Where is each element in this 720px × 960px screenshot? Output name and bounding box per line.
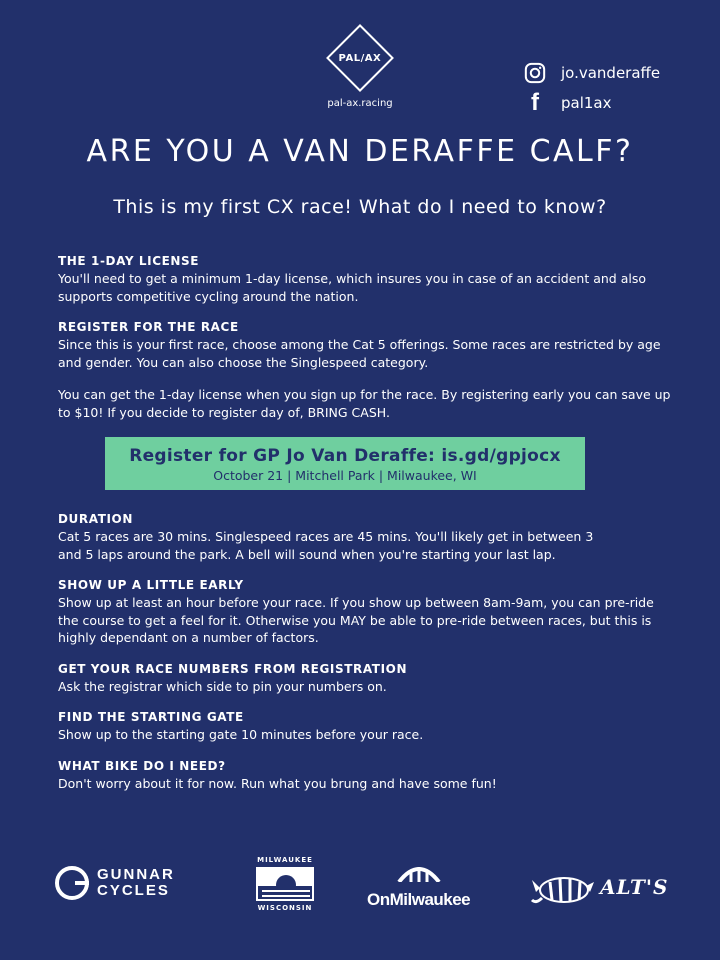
section-early [58,578,678,647]
palax-logo[interactable] [310,34,410,109]
section-duration [58,512,678,563]
section-register-extra: You can get the 1-day license when you sign up for the race. By registering early you can save up to $10! If you decide to register day of, BRING CASH. [58,387,671,420]
facebook-icon: f [531,89,539,116]
section-body: Since this is your first race, choose among the Cat 5 offerings. Some races are restricted by age and gender. You can also choose the Singlespeed category. [58,337,661,370]
cycles-text: CYCLES [97,882,170,899]
gunnar-g-icon [55,866,89,900]
register-details: October 21 | Mitchell Park | Milwaukee, WI [213,468,477,483]
section-heading: FIND THE STARTING GATE [58,710,244,724]
section-body: Show up at least an hour before your race. If you show up between 8am-9am, you can pre-ride the course to get a feel for it. Otherwise you MAY be able to pre-ride between races, but this is highly dependant on a number of factors. [58,595,654,645]
facebook-handle: pal1ax [561,94,612,112]
register-link[interactable]: Register for GP Jo Van Deraffe: is.gd/gpjocx [129,446,561,466]
section-numbers [58,662,678,696]
palax-logo-diamond [326,24,394,92]
mke-top-text: MILWAUKEE [257,856,313,864]
milwaukee-flag-icon [256,867,314,901]
section-bike [58,759,678,793]
section-heading: REGISTER FOR THE RACE [58,320,239,334]
section-register [58,320,678,371]
gunnar-text: GUNNAR [97,866,175,883]
alts-text: ALT'S [600,875,669,899]
instagram-link[interactable] [523,58,660,88]
section-heading: GET YOUR RACE NUMBERS FROM REGISTRATION [58,661,408,676]
register-banner[interactable] [105,437,585,490]
gunnar-cycles-logo[interactable] [55,866,175,900]
logo-text: PAL/AX [338,52,382,64]
mke-bottom-text: WISCONSIN [257,904,313,912]
raccoon-icon [530,868,596,906]
milwaukee-flag-logo[interactable] [254,856,316,912]
section-body: Cat 5 races are 30 mins. Singlespeed races are 45 mins. You'll likely get in between 3 and 5 laps around the park. A bell will sound when you're starting your last lap. [58,529,594,562]
header [0,0,720,120]
onmilwaukee-text: OnMilwaukee [367,890,471,909]
alts-logo[interactable] [530,868,668,906]
instagram-icon [523,61,547,85]
section-body: Don't worry about it for now. Run what you brung and have some fun! [58,775,497,791]
section-license [58,254,678,305]
content [58,254,678,807]
section-heading: WHAT BIKE DO I NEED? [58,758,226,773]
logo-url[interactable]: pal-ax.racing [327,98,393,109]
section-gate [58,710,678,744]
sponsor-logos [0,850,720,930]
arch-icon [397,862,441,882]
section-heading: SHOW UP A LITTLE EARLY [58,578,244,592]
section-heading: DURATION [58,512,133,526]
section-body: Show up to the starting gate 10 minutes before your race. [58,727,424,742]
section-body: You'll need to get a minimum 1-day license, which insures you in case of an accident and also supports competitive cycling around the nation. [58,271,647,304]
onmilwaukee-logo[interactable] [367,862,470,910]
page-title: ARE YOU A VAN DERAFFE CALF? [86,134,634,169]
section-body: Ask the registrar which side to pin your numbers on. [58,678,387,694]
social-links [523,58,660,118]
instagram-handle: jo.vanderaffe [561,64,661,82]
facebook-link[interactable] [523,88,660,118]
section-heading: THE 1-DAY LICENSE [58,254,200,268]
page-subtitle: This is my first CX race! What do I need to know? [113,196,607,218]
